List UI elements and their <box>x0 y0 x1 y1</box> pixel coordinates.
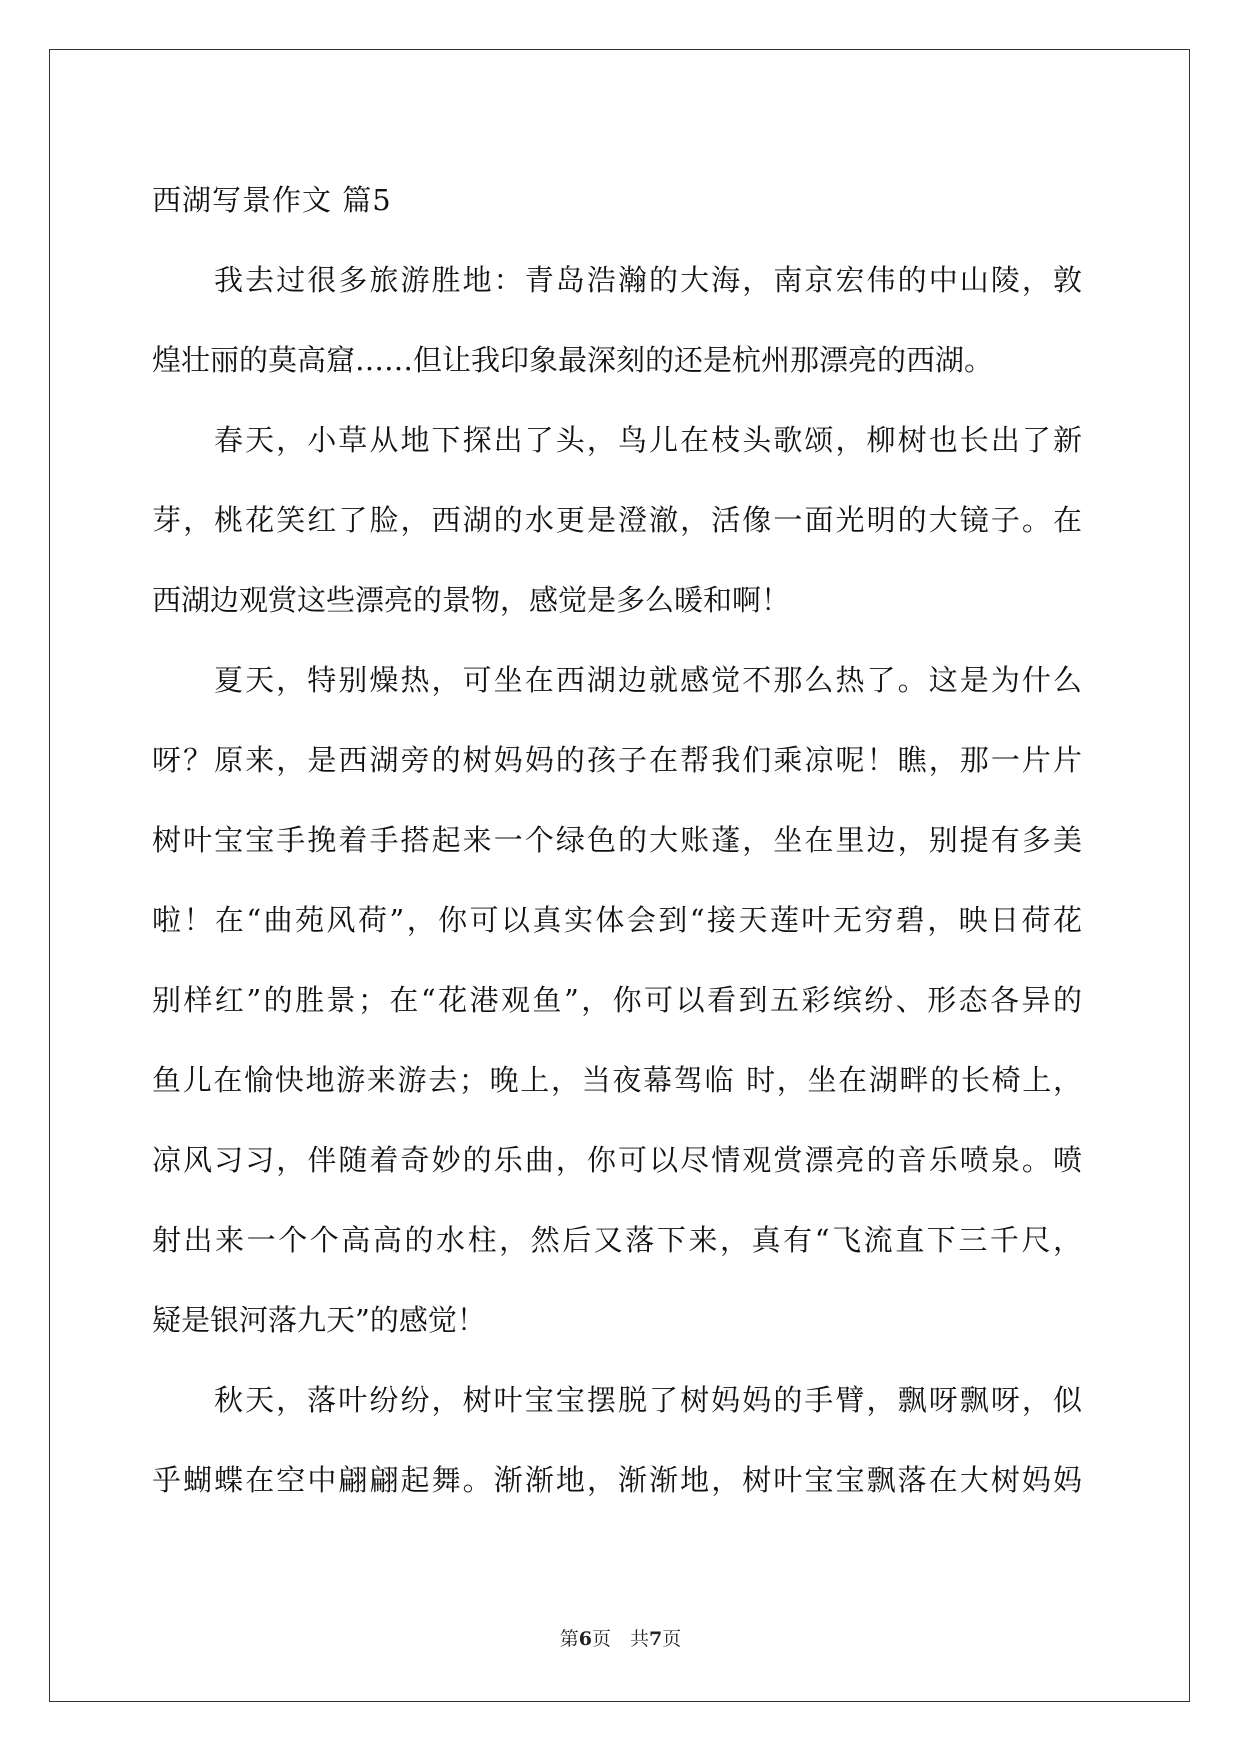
document-title: 西湖写景作文 篇5 <box>152 183 392 217</box>
paragraph-line: 啦！在“曲苑风荷”，你可以真实体会到“接天莲叶无穷碧，映日荷花 <box>152 903 1082 937</box>
paragraph-line: 凉风习习，伴随着奇妙的乐曲，你可以尽情观赏漂亮的音乐喷泉。喷 <box>152 1143 1082 1177</box>
paragraph-line: 夏天，特别燥热，可坐在西湖边就感觉不那么热了。这是为什么 <box>214 663 1082 697</box>
paragraph-line: 煌壮丽的莫高窟……但让我印象最深刻的还是杭州那漂亮的西湖。 <box>152 343 994 377</box>
footer-suffix: 页 <box>662 1628 682 1650</box>
paragraph-2 <box>152 400 1082 640</box>
paragraph-line: 射出来一个个高高的水柱，然后又落下来，真有“飞流直下三千尺， <box>152 1223 1082 1257</box>
paragraph-line: 呀？原来，是西湖旁的树妈妈的孩子在帮我们乘凉呢！瞧，那一片片 <box>152 743 1082 777</box>
document-body <box>152 160 1082 1520</box>
paragraph-line: 乎蝴蝶在空中翩翩起舞。渐渐地，渐渐地，树叶宝宝飘落在大树妈妈 <box>152 1463 1082 1497</box>
paragraph-3 <box>152 640 1082 1360</box>
paragraph-line: 芽，桃花笑红了脸，西湖的水更是澄澈，活像一面光明的大镜子。在 <box>152 503 1082 537</box>
page-footer <box>0 1627 1241 1651</box>
current-page-number: 6 <box>578 1628 592 1650</box>
paragraph-line: 树叶宝宝手挽着手搭起来一个绿色的大账蓬，坐在里边，别提有多美 <box>152 823 1082 857</box>
paragraph-line: 鱼儿在愉快地游来游去；晚上，当夜幕驾临 时，坐在湖畔的长椅上， <box>152 1063 1082 1097</box>
paragraph-1 <box>152 240 1082 400</box>
paragraph-line: 西湖边观赏这些漂亮的景物，感觉是多么暖和啊！ <box>152 583 791 617</box>
paragraph-line: 春天，小草从地下探出了头，鸟儿在枝头歌颂，柳树也长出了新 <box>214 423 1082 457</box>
paragraph-line: 秋天，落叶纷纷，树叶宝宝摆脱了树妈妈的手臂，飘呀飘呀，似 <box>214 1383 1082 1417</box>
footer-prefix: 第 <box>559 1628 579 1650</box>
paragraph-line: 疑是银河落九天”的感觉！ <box>152 1303 486 1337</box>
paragraph-line: 我去过很多旅游胜地：青岛浩瀚的大海，南京宏伟的中山陵，敦 <box>214 263 1082 297</box>
footer-middle: 页 共 <box>591 1628 649 1650</box>
total-pages-number: 7 <box>649 1628 663 1650</box>
paragraph-line: 别样红”的胜景；在“花港观鱼”，你可以看到五彩缤纷、形态各异的 <box>152 983 1082 1017</box>
paragraph-4 <box>152 1360 1082 1520</box>
